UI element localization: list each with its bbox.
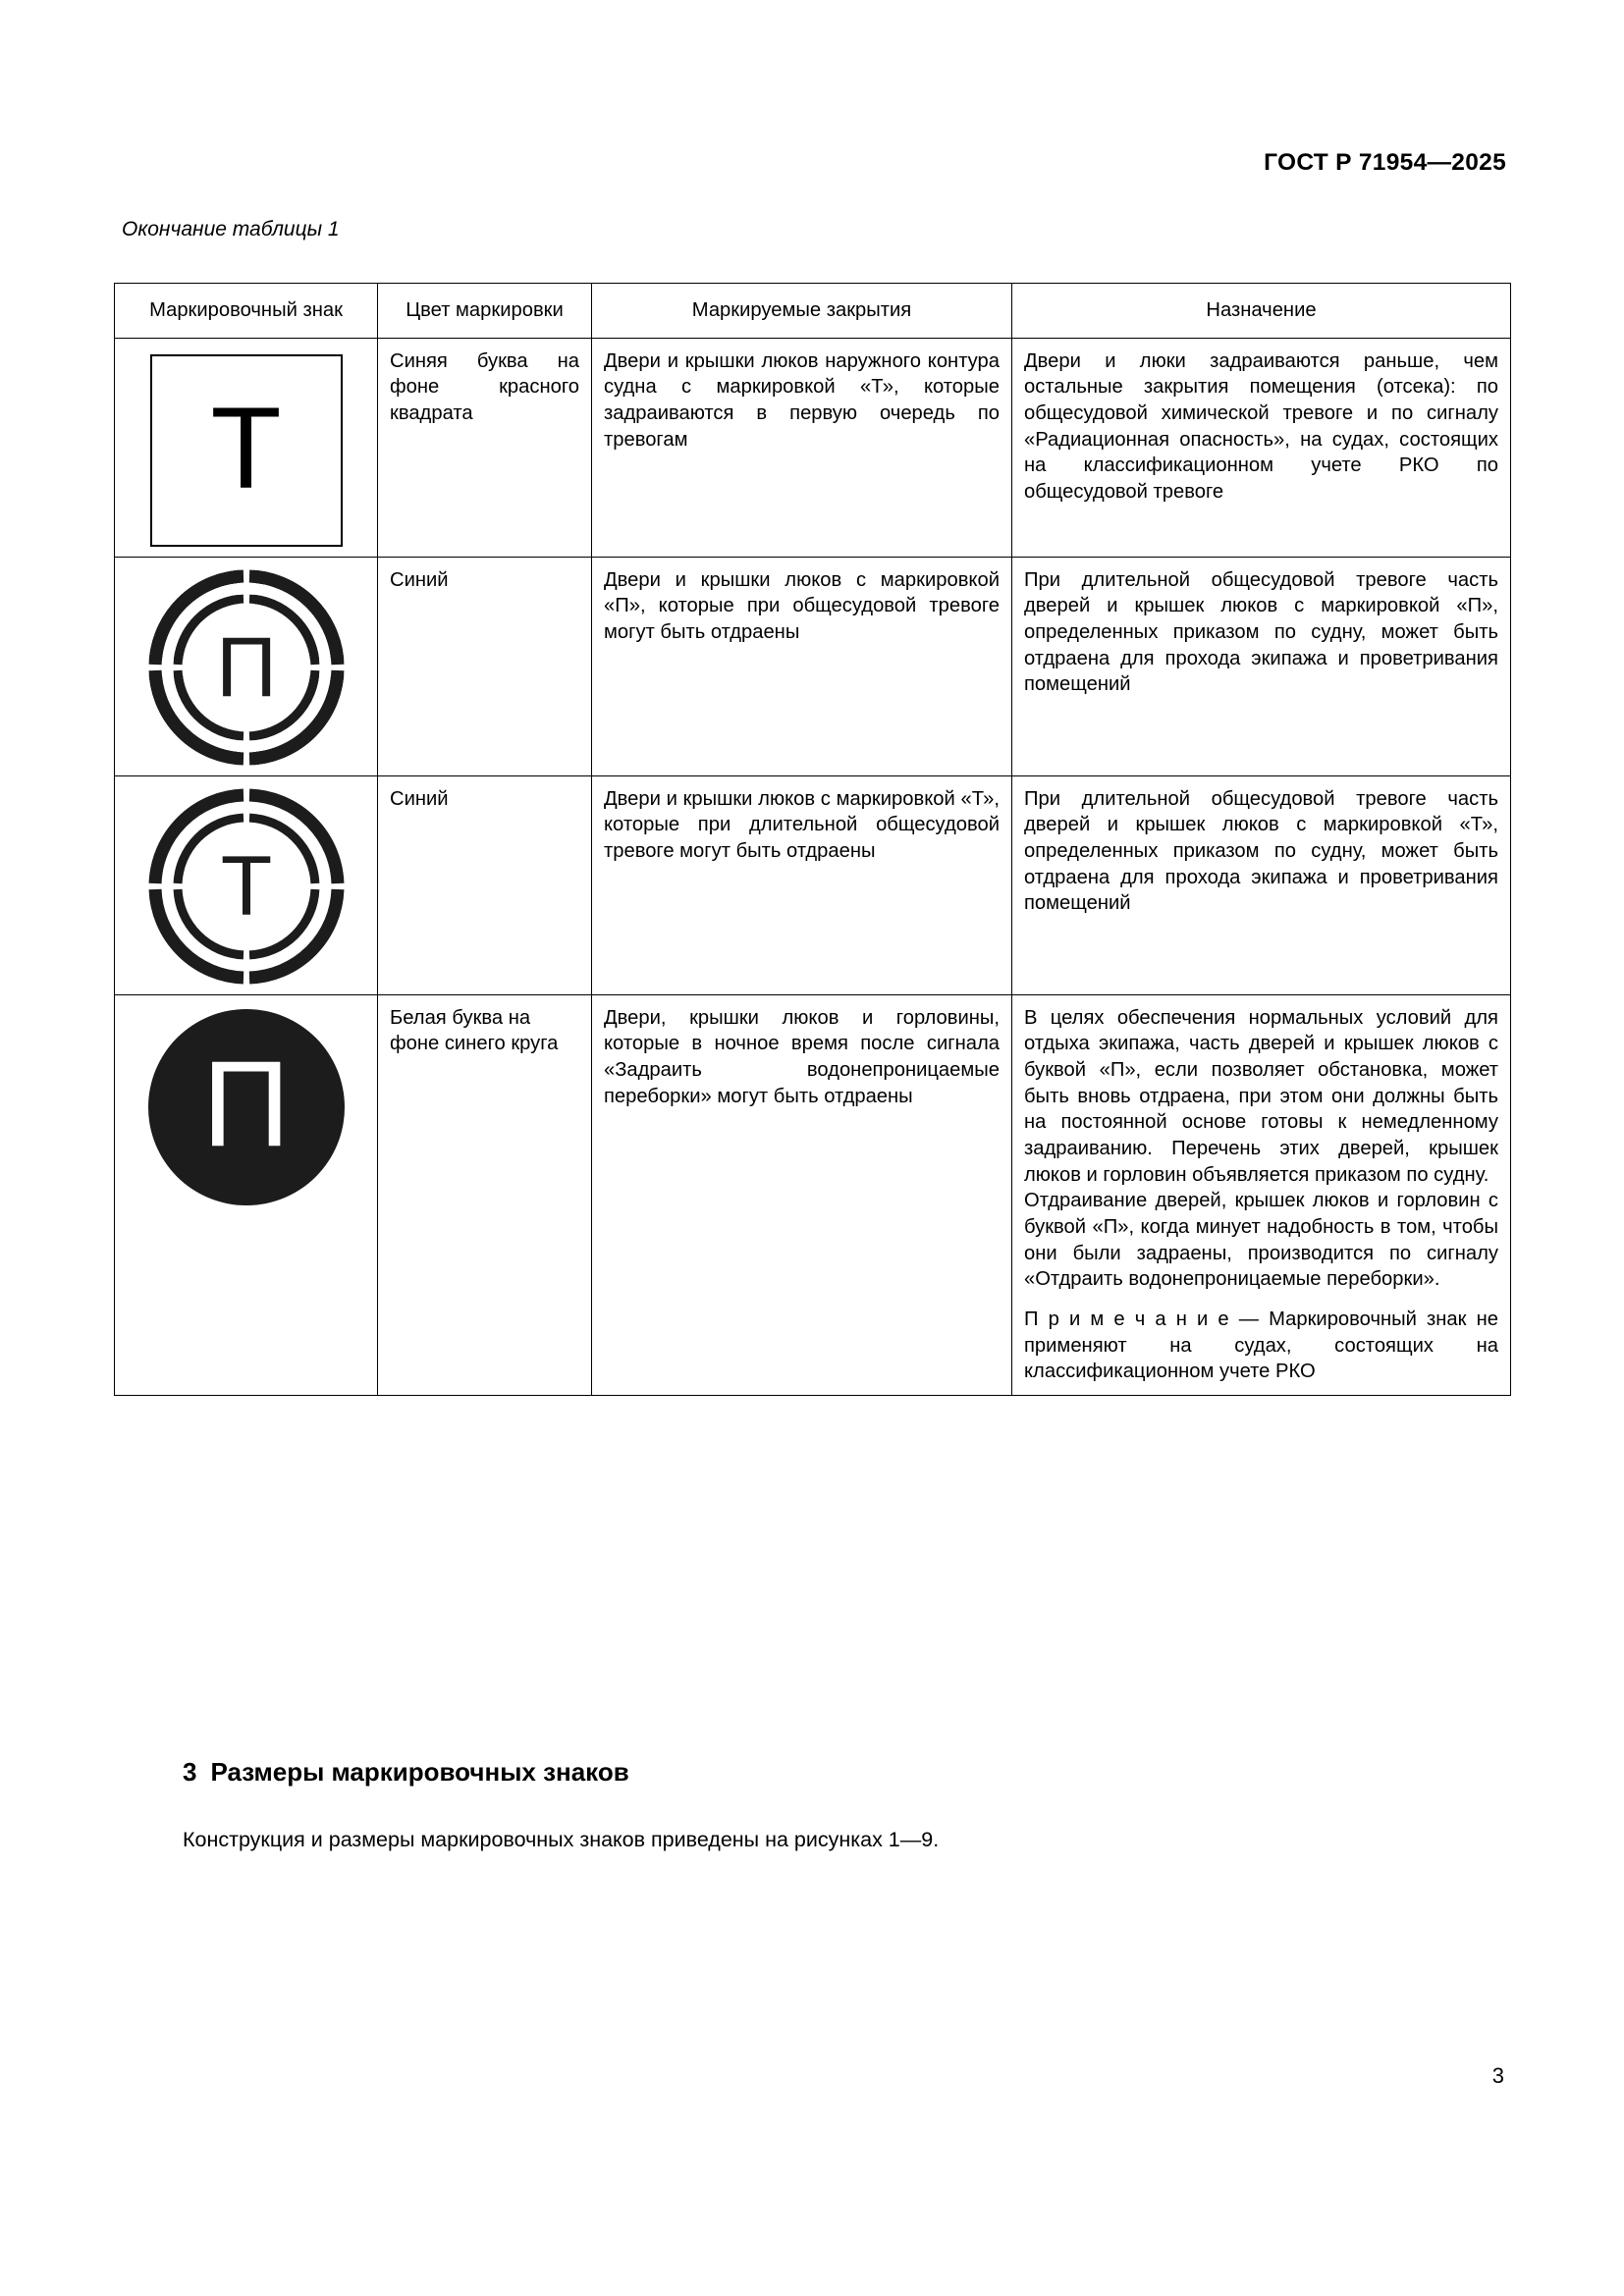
sign-letter: П [201, 1037, 291, 1173]
section-heading [183, 1757, 629, 1788]
table-row [115, 994, 1511, 1395]
sign-letter-glyph: П [215, 619, 277, 715]
cell-color: Синий [378, 775, 592, 994]
cell-purpose: При длительной общесудовой тревоге часть дверей и крышек люков с маркировкой «П», определенных приказом по судну, может быть отдраена для прохода экипажа и проветривания помещений [1012, 557, 1511, 775]
sign-cell-ring-p [115, 557, 378, 775]
cell-purpose [1012, 994, 1511, 1395]
section-paragraph: Конструкция и размеры маркировочных знаков приведены на рисунках 1—9. [183, 1828, 940, 1851]
sign-cell-ring-t [115, 775, 378, 994]
cell-closures: Двери и крышки люков наружного контура судна с маркировкой «Т», которые задраиваются в первую очередь по тревогам [592, 338, 1012, 557]
cell-closures: Двери, крышки люков и горловины, которые в ночное время после сигнала «Задраить водонепроницаемые переборки» могут быть отдраены [592, 994, 1012, 1395]
sign-letter: Т [210, 383, 282, 513]
sign-cell-disc-p [115, 994, 378, 1395]
cell-purpose: При длительной общесудовой тревоге часть дверей и крышек люков с маркировкой «Т», определенных приказом по судну, может быть отдраена для прохода экипажа и проветривания помещений [1012, 775, 1511, 994]
table-header-row [115, 284, 1511, 339]
double-ring-icon [148, 569, 345, 766]
square-frame-icon [150, 354, 343, 547]
cell-color: Белая буква на фоне синего круга [378, 994, 592, 1395]
table-row [115, 775, 1511, 994]
cell-color [378, 338, 592, 557]
column-header-sign: Маркировочный знак [115, 284, 378, 339]
page-header-standard-number: ГОСТ Р 71954—2025 [1264, 149, 1506, 176]
column-header-purpose: Назначение [1012, 284, 1511, 339]
double-ring-icon [148, 788, 345, 985]
purpose-paragraph: Отдраивание дверей, крышек люков и горловин с буквой «П», когда минует надобность в том, чтобы они были задраены, производится по сигналу «Отдраить водонепроницаемые переборки». [1024, 1190, 1498, 1291]
filled-circle-icon [148, 1009, 345, 1205]
section-number: 3 [183, 1757, 197, 1787]
cell-closures: Двери и крышки люков с маркировкой «П», которые при общесудовой тревоге могут быть отдраены [592, 557, 1012, 775]
table-caption: Окончание таблицы 1 [122, 218, 340, 240]
table-row [115, 338, 1511, 557]
marking-signs-table [114, 283, 1511, 1396]
section-title-text: Размеры маркировочных знаков [210, 1757, 629, 1787]
sign-letter-glyph: Т [220, 838, 272, 934]
table-row [115, 557, 1511, 775]
cell-color: Синий [378, 557, 592, 775]
cell-purpose: Двери и люки задраиваются раньше, чем остальные закрытия помещения (отсека): по общесудовой химической тревоге и по сигналу «Радиационная опасность», на судах, состоящих на классификационном учете РКО по общесудовой тревоге [1012, 338, 1511, 557]
page-number: 3 [1491, 2063, 1504, 2088]
column-header-closures: Маркируемые закрытия [592, 284, 1012, 339]
purpose-note: П р и м е ч а н и е — Маркировочный знак не применяют на судах, состоящих на классификационном учете РКО [1024, 1308, 1498, 1383]
column-header-color: Цвет маркировки [378, 284, 592, 339]
cell-closures: Двери и крышки люков с маркировкой «Т», которые при длительной общесудовой тревоге могут быть отдраены [592, 775, 1012, 994]
cell-color-text: Синяя буква на фоне красного квадрата [390, 349, 579, 424]
sign-cell-square-t [115, 338, 378, 557]
purpose-paragraph: В целях обеспечения нормальных условий для отдыха экипажа, часть дверей и крышек люков с буквой «П», если позволяет обстановка, может быть вновь отдраена, при этом они должны быть на постоянной основе готовы к немедленному задраиванию. Перечень этих дверей, крышек люков и горловин объявляется приказом по судну. [1024, 1006, 1498, 1186]
